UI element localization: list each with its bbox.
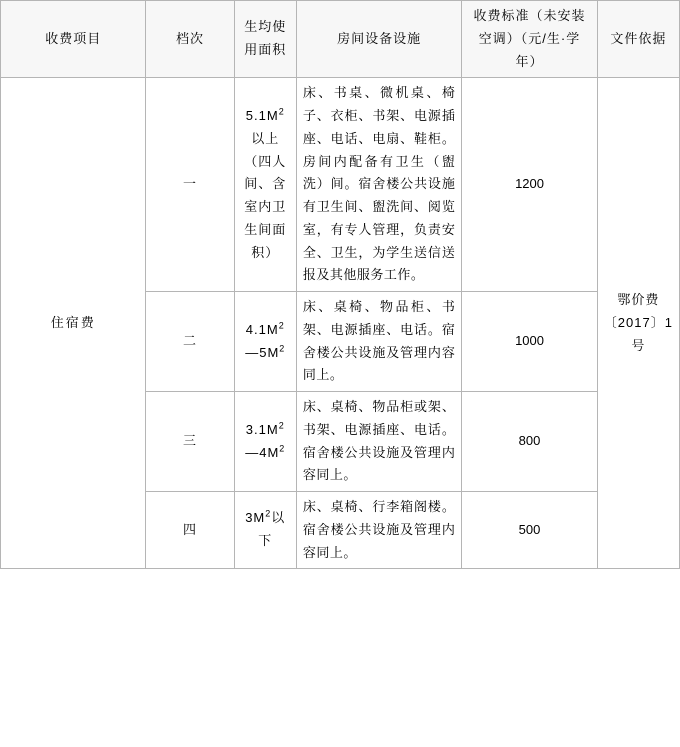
header-standard: 收费标准（未安装空调）（元/生·学年） (462, 1, 597, 78)
header-row (1, 1, 680, 78)
area-note: 以上（四人间、含室内卫生间面积） (244, 130, 287, 260)
cell-price: 1200 (462, 78, 597, 292)
area-value: 4.1M (245, 321, 279, 337)
area-note: —5M (245, 344, 280, 360)
area-note: 以下 (258, 510, 286, 549)
cell-price: 500 (462, 492, 597, 569)
header-equipment: 房间设备设施 (296, 1, 461, 78)
header-grade: 档次 (146, 1, 234, 78)
area-superscript-2: 2 (279, 443, 286, 454)
area-superscript-2: 2 (279, 343, 286, 354)
cell-area (234, 78, 296, 292)
cell-document-basis: 鄂价费〔2017〕1号 (597, 78, 679, 569)
area-superscript: 2 (278, 106, 285, 117)
header-document: 文件依据 (597, 1, 679, 78)
cell-fee-item: 住宿费 (1, 78, 146, 569)
area-superscript: 2 (278, 420, 285, 431)
cell-equipment: 床、桌椅、物品柜或架、书架、电源插座、电话。宿舍楼公共设施及管理内容同上。 (296, 392, 461, 492)
table-row (1, 78, 680, 292)
cell-grade: 二 (146, 292, 234, 392)
cell-equipment: 床、书桌、微机桌、椅子、衣柜、书架、电源插座、电话、电扇、鞋柜。房间内配备有卫生（盥洗）间。宿舍楼公共设施有卫生间、盥洗间、阅览室，有专人管理，负责安全、卫生，为学生送信送报及其他服务工作。 (296, 78, 461, 292)
area-note: —4M (245, 444, 280, 460)
table-body (1, 78, 680, 569)
header-fee-item: 收费项目 (1, 1, 146, 78)
cell-price: 800 (462, 392, 597, 492)
cell-grade: 一 (146, 78, 234, 292)
area-value: 5.1M (245, 108, 279, 123)
cell-area (234, 292, 296, 392)
cell-grade: 四 (146, 492, 234, 569)
cell-price: 1000 (462, 292, 597, 392)
cell-equipment: 床、桌椅、行李箱阁楼。宿舍楼公共设施及管理内容同上。 (296, 492, 461, 569)
area-value: 3.1M (245, 421, 279, 437)
area-superscript: 2 (278, 320, 285, 331)
table-header (1, 1, 680, 78)
cell-area (234, 392, 296, 492)
cell-area (234, 492, 296, 569)
header-area: 生均使用面积 (234, 1, 296, 78)
cell-grade: 三 (146, 392, 234, 492)
cell-equipment: 床、桌椅、物品柜、书架、电源插座、电话。宿舍楼公共设施及管理内容同上。 (296, 292, 461, 392)
area-value: 3M (245, 510, 266, 526)
area-superscript: 2 (265, 509, 272, 520)
